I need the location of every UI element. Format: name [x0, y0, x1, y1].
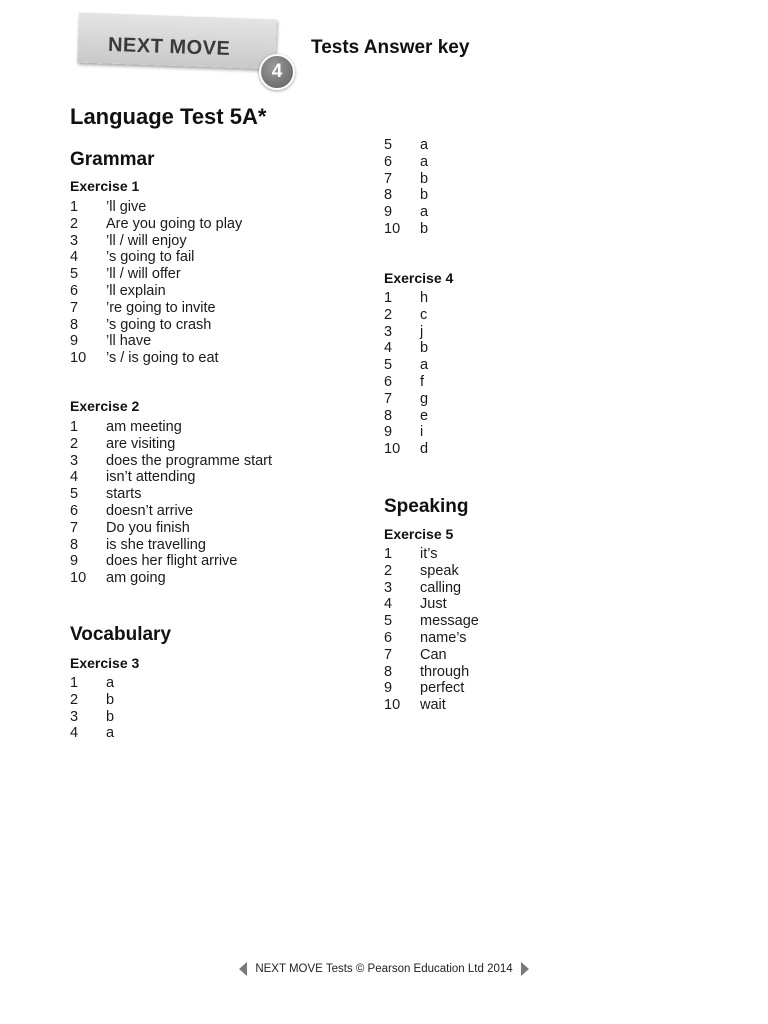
answer-number: 9 — [384, 680, 393, 697]
answer-number: 5 — [384, 357, 393, 374]
answer-text: starts — [106, 486, 142, 503]
answer-number: 10 — [384, 697, 401, 714]
answer-text: e — [420, 407, 429, 424]
arrow-right-icon — [521, 962, 529, 976]
answer-number: 9 — [70, 553, 79, 570]
answer-text: message — [420, 613, 479, 630]
speaking-section — [384, 495, 674, 519]
answer-text: j — [420, 323, 424, 340]
answer-number: 9 — [70, 333, 79, 350]
answer-number: 3 — [70, 708, 79, 725]
answer-text: ’s going to crash — [106, 316, 212, 333]
answer-text: a — [106, 725, 115, 742]
answer-text: wait — [420, 697, 446, 714]
exercise-2 — [70, 397, 360, 587]
answer-text: are visiting — [106, 435, 176, 452]
answer-number: 5 — [384, 613, 393, 630]
answer-item — [70, 283, 360, 300]
answer-item — [70, 570, 360, 587]
answer-text: ’ll / will offer — [106, 266, 181, 283]
answer-number: 1 — [384, 546, 393, 562]
answer-text: b — [420, 187, 429, 204]
answer-text: am meeting — [106, 419, 182, 435]
answer-text: a — [420, 153, 429, 170]
answer-item — [70, 469, 360, 486]
answer-item — [384, 613, 674, 630]
answer-number: 4 — [70, 725, 79, 742]
answer-text: speak — [420, 562, 459, 579]
answer-item — [384, 307, 674, 324]
answer-item — [70, 675, 360, 692]
answer-item — [70, 300, 360, 317]
answer-number: 6 — [384, 373, 393, 390]
answer-text: ’s / is going to eat — [106, 350, 219, 367]
answer-item — [70, 436, 360, 453]
answer-number: 2 — [70, 691, 79, 708]
answer-text: b — [420, 340, 429, 357]
answer-item — [384, 563, 674, 580]
answer-list — [70, 199, 360, 367]
answer-item — [384, 171, 674, 188]
answer-text: c — [420, 306, 428, 323]
answer-text: ’ll / will enjoy — [106, 232, 187, 249]
vocabulary-section — [70, 623, 360, 647]
answer-item — [70, 419, 360, 436]
answer-item — [384, 424, 674, 441]
answer-text: f — [420, 373, 425, 390]
answer-text: b — [106, 691, 115, 708]
exercise-3-part-2 — [384, 137, 674, 238]
test-title: Language Test 5A* — [70, 104, 267, 129]
answer-text: Just — [420, 596, 447, 613]
answer-number: 7 — [384, 170, 393, 187]
exercise-title: Exercise 1 — [70, 178, 140, 194]
arrow-left-icon — [239, 962, 247, 976]
answer-item — [384, 137, 674, 154]
answer-text: b — [420, 170, 429, 187]
answer-number: 5 — [70, 486, 79, 503]
answer-number: 1 — [70, 199, 79, 215]
answer-number: 7 — [384, 390, 393, 407]
answer-item — [70, 709, 360, 726]
answer-item — [70, 725, 360, 742]
section-title-grammar: Grammar — [70, 149, 155, 170]
answer-number: 9 — [384, 204, 393, 221]
answer-item — [384, 187, 674, 204]
section-title-speaking: Speaking — [384, 496, 469, 517]
answer-item — [70, 553, 360, 570]
logo-text: NEXT MOVE — [107, 33, 231, 61]
answer-number: 7 — [70, 299, 79, 316]
answer-number: 4 — [70, 469, 79, 486]
answer-text: g — [420, 390, 429, 407]
answer-text: a — [420, 204, 429, 221]
answer-item — [384, 357, 674, 374]
answer-item — [70, 317, 360, 334]
answer-number: 3 — [70, 232, 79, 249]
answer-text: b — [420, 220, 429, 237]
answer-number: 3 — [384, 579, 393, 596]
answer-text: ’ll give — [106, 199, 147, 215]
answer-number: 1 — [70, 675, 79, 691]
answer-item — [384, 546, 674, 563]
answer-item — [70, 692, 360, 709]
answer-number: 1 — [384, 290, 393, 306]
answer-text: ’s going to fail — [106, 249, 195, 266]
answer-number: 4 — [384, 596, 393, 613]
answer-number: 10 — [384, 441, 401, 458]
answer-text: a — [420, 137, 429, 153]
answer-item — [70, 266, 360, 283]
exercise-title: Exercise 3 — [70, 655, 140, 671]
answer-number: 8 — [70, 536, 79, 553]
answer-item — [384, 630, 674, 647]
answer-item — [384, 340, 674, 357]
answer-number: 8 — [70, 316, 79, 333]
answer-item — [70, 453, 360, 470]
answer-text: am going — [106, 570, 166, 587]
answer-text: through — [420, 663, 470, 680]
answer-number: 2 — [384, 306, 393, 323]
answer-item — [384, 664, 674, 681]
answer-number: 6 — [70, 502, 79, 519]
answer-text: b — [106, 708, 115, 725]
answer-number: 1 — [70, 419, 79, 435]
answer-text: d — [420, 441, 429, 458]
answer-text: a — [106, 675, 115, 691]
answer-number: 4 — [384, 340, 393, 357]
answer-item — [70, 216, 360, 233]
answer-item — [384, 408, 674, 425]
exercise-5 — [384, 525, 674, 714]
answer-text: i — [420, 424, 424, 441]
answer-text: is she travelling — [106, 536, 206, 553]
answer-item — [70, 233, 360, 250]
answer-number: 2 — [70, 215, 79, 232]
answer-number: 8 — [384, 663, 393, 680]
answer-list — [384, 290, 674, 458]
exercise-1 — [70, 177, 360, 367]
answer-item — [70, 350, 360, 367]
answer-text: does the programme start — [106, 452, 273, 469]
exercise-title: Exercise 5 — [384, 526, 454, 542]
answer-item — [384, 697, 674, 714]
answer-item — [384, 441, 674, 458]
answer-text: name’s — [420, 629, 467, 646]
exercise-title: Exercise 2 — [70, 398, 140, 414]
answer-item — [70, 486, 360, 503]
answer-number: 5 — [70, 266, 79, 283]
answer-number: 10 — [384, 220, 401, 237]
exercise-title: Exercise 4 — [384, 270, 454, 286]
answer-number: 6 — [384, 629, 393, 646]
answer-text: does her flight arrive — [106, 553, 238, 570]
answer-item — [384, 221, 674, 238]
answer-number: 3 — [70, 452, 79, 469]
answer-number: 4 — [70, 249, 79, 266]
answer-number: 3 — [384, 323, 393, 340]
answer-text: ’ll have — [106, 333, 152, 350]
answer-item — [70, 333, 360, 350]
section-title-vocabulary: Vocabulary — [70, 624, 172, 645]
answer-list — [70, 675, 360, 742]
answer-text: ’re going to invite — [106, 299, 216, 316]
answer-number: 2 — [70, 435, 79, 452]
answer-number: 8 — [384, 407, 393, 424]
answer-text: a — [420, 357, 429, 374]
answer-number: 6 — [384, 153, 393, 170]
answer-item — [70, 249, 360, 266]
footer-text: NEXT MOVE Tests © Pearson Education Ltd 2014 — [255, 963, 513, 975]
answer-number: 6 — [70, 282, 79, 299]
answer-item — [70, 199, 360, 216]
answer-text: calling — [420, 579, 462, 596]
exercise-4 — [384, 269, 674, 458]
header-title: Tests Answer key — [311, 37, 470, 58]
answer-text: Can — [420, 646, 447, 663]
answer-item — [384, 596, 674, 613]
answer-text: h — [420, 290, 429, 306]
answer-number: 8 — [384, 187, 393, 204]
answer-text: it’s — [420, 546, 438, 562]
answer-item — [384, 391, 674, 408]
answer-number: 10 — [70, 350, 87, 367]
answer-number: 5 — [384, 137, 393, 153]
answer-text: Are you going to play — [106, 215, 243, 232]
answer-item — [70, 537, 360, 554]
answer-text: ’ll explain — [106, 282, 166, 299]
answer-item — [384, 580, 674, 597]
answer-item — [70, 503, 360, 520]
answer-text: doesn’t arrive — [106, 502, 194, 519]
answer-number: 10 — [70, 570, 87, 587]
answer-item — [384, 680, 674, 697]
answer-item — [384, 647, 674, 664]
exercise-3-part-1 — [70, 654, 360, 742]
answer-number: 7 — [70, 519, 79, 536]
answer-list — [384, 137, 674, 238]
level-number-badge: 4 — [259, 54, 295, 90]
answer-list — [70, 419, 360, 587]
answer-item — [70, 520, 360, 537]
answer-number: 2 — [384, 562, 393, 579]
answer-item — [384, 374, 674, 391]
grammar-section — [70, 148, 360, 172]
answer-text: isn’t attending — [106, 469, 196, 486]
answer-list — [384, 546, 674, 714]
answer-number: 7 — [384, 646, 393, 663]
answer-item — [384, 324, 674, 341]
answer-item — [384, 154, 674, 171]
footer — [0, 962, 768, 976]
answer-item — [384, 204, 674, 221]
answer-item — [384, 290, 674, 307]
answer-number: 9 — [384, 424, 393, 441]
answer-text: Do you finish — [106, 519, 190, 536]
answer-text: perfect — [420, 680, 465, 697]
